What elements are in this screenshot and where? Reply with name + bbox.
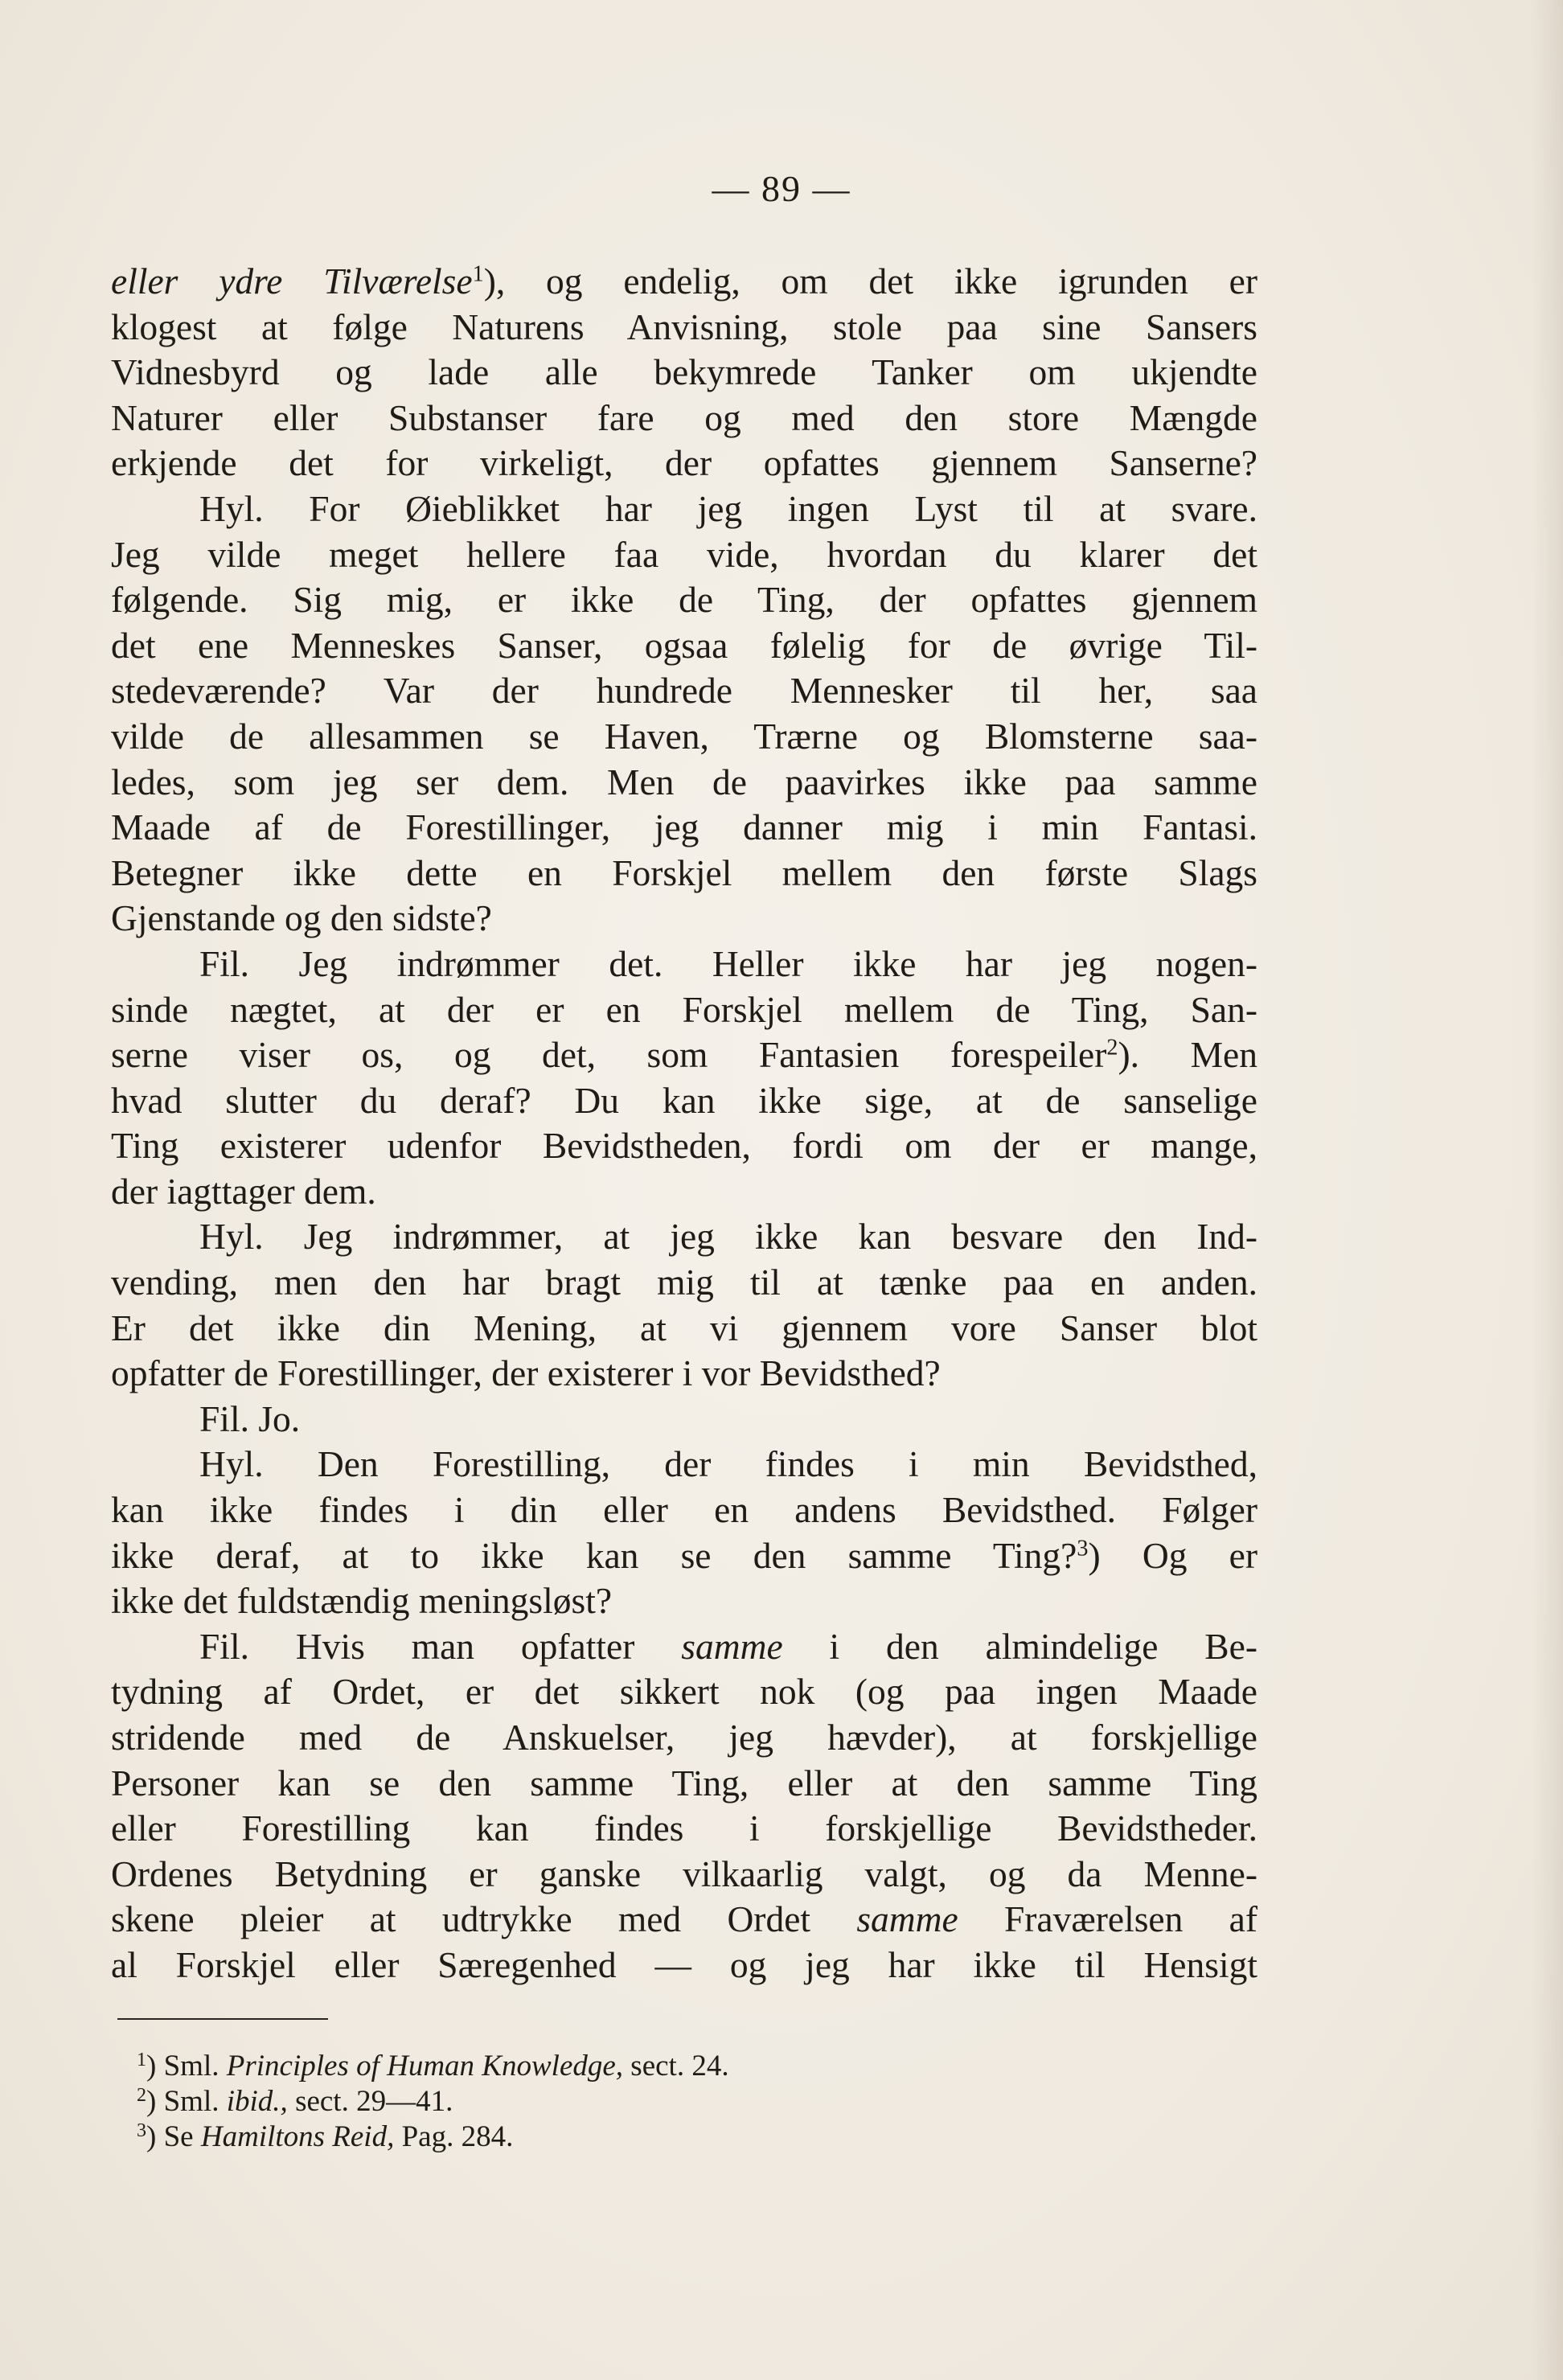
text-line: stridende med de Anskuelser, jeg hævder), at forskjellige [111, 1717, 1257, 1758]
text-line: Fil. Hvis man opfatter samme i den almindelige Be- [199, 1625, 1257, 1667]
text-line: Ting existerer udenfor Bevidstheden, fordi om der er mange, [111, 1125, 1257, 1167]
text-line: Jeg vilde meget hellere faa vide, hvordan du klarer det [111, 533, 1257, 575]
text-line: serne viser os, og det, som Fantasien forespeiler$^2$). Men [111, 1034, 1258, 1076]
footnote-rule [117, 2018, 328, 2020]
text-line: al Forskjel eller Særegenhed — og jeg har ikke til Hensigt [111, 1943, 1257, 1985]
text-line: Hyl. Den Forestilling, der findes i min Bevidsthed, [199, 1443, 1257, 1485]
text-line: Ordenes Betydning er ganske vilkaarlig valgt, og da Menne- [111, 1853, 1257, 1894]
text-line: Naturer eller Substanser fare og med den store Mængde [111, 396, 1257, 438]
text-line: opfatter de Forestillinger, der existerer i vor Bevidsthed? [111, 1352, 941, 1394]
text-line: det ene Menneskes Sanser, ogsaa følelig for de øvrige Til- [111, 624, 1257, 666]
text-line: Gjenstande og den sidste? [111, 897, 492, 939]
text-line: Hyl. For Øieblikket har jeg ingen Lyst til at svare. [199, 487, 1257, 529]
text-line: Vidnesbyrd og lade alle bekymrede Tanker om ukjendte [111, 351, 1257, 393]
footnotes [137, 2049, 1021, 2155]
text-line: eller ydre Tilværelse$^1$), og endelig, om det ikke igrunden er [111, 261, 1257, 302]
footnote-2: $^2$) Sml. ibid., sect. 29—41. [137, 2084, 453, 2118]
text-line: ikke deraf, at to ikke kan se den samme Ting?$^3$) Og er [111, 1534, 1258, 1576]
text-line: erkjende det for virkeligt, der opfattes gjennem Sanserne? [111, 442, 1257, 484]
text-line: følgende. Sig mig, er ikke de Ting, der opfattes gjennem [111, 579, 1257, 621]
text-line: hvad slutter du deraf? Du kan ikke sige, at de sanselige [111, 1079, 1257, 1121]
text-line: skene pleier at udtrykke med Ordet samme Fraværelsen af [111, 1898, 1257, 1940]
text-line: Personer kan se den samme Ting, eller at den samme Ting [111, 1762, 1257, 1803]
body-text [111, 259, 1257, 1988]
text-line: Maade af de Forestillinger, jeg danner mig i min Fantasi. [111, 806, 1257, 848]
text-line: Betegner ikke dette en Forskjel mellem den første Slags [111, 851, 1257, 893]
text-line: Fil. Jeg indrømmer det. Heller ikke har jeg nogen- [199, 942, 1257, 984]
text-line: tydning af Ordet, er det sikkert nok (og paa ingen Maade [111, 1671, 1257, 1713]
text-line: klogest at følge Naturens Anvisning, stole paa sine Sansers [111, 306, 1257, 347]
text-line: ikke det fuldstændig meningsløst? [111, 1580, 613, 1622]
footnote-3: $^3$) Se Hamiltons Reid, Pag. 284. [137, 2119, 514, 2153]
text-line: eller Forestilling kan findes i forskjellige Bevidstheder. [111, 1808, 1257, 1849]
page-edge-shadow [1531, 0, 1563, 2380]
text-line: kan ikke findes i din eller en andens Bevidsthed. Følger [111, 1489, 1257, 1531]
text-line: Hyl. Jeg indrømmer, at jeg ikke kan besvare den Ind- [199, 1216, 1257, 1258]
text-line: sinde nægtet, at der er en Forskjel mellem de Ting, San- [111, 988, 1257, 1030]
text-line: der iagttager dem. [111, 1170, 376, 1212]
text-line: vending, men den har bragt mig til at tænke paa en anden. [111, 1262, 1257, 1303]
text-line: stedeværende? Var der hundrede Mennesker til her, saa [111, 670, 1257, 712]
page-number: — 89 — [712, 168, 851, 209]
text-line: Er det ikke din Mening, at vi gjennem vore Sanser blot [111, 1307, 1257, 1348]
text-line: Fil. Jo. [199, 1397, 301, 1439]
footnote-1: $^1$) Sml. Principles of Human Knowledge, sect. 24. [137, 2049, 729, 2082]
text-line: vilde de allesammen se Haven, Trærne og Blomsterne saa- [111, 715, 1257, 757]
text-line: ledes, som jeg ser dem. Men de paavirkes ikke paa samme [111, 761, 1257, 802]
